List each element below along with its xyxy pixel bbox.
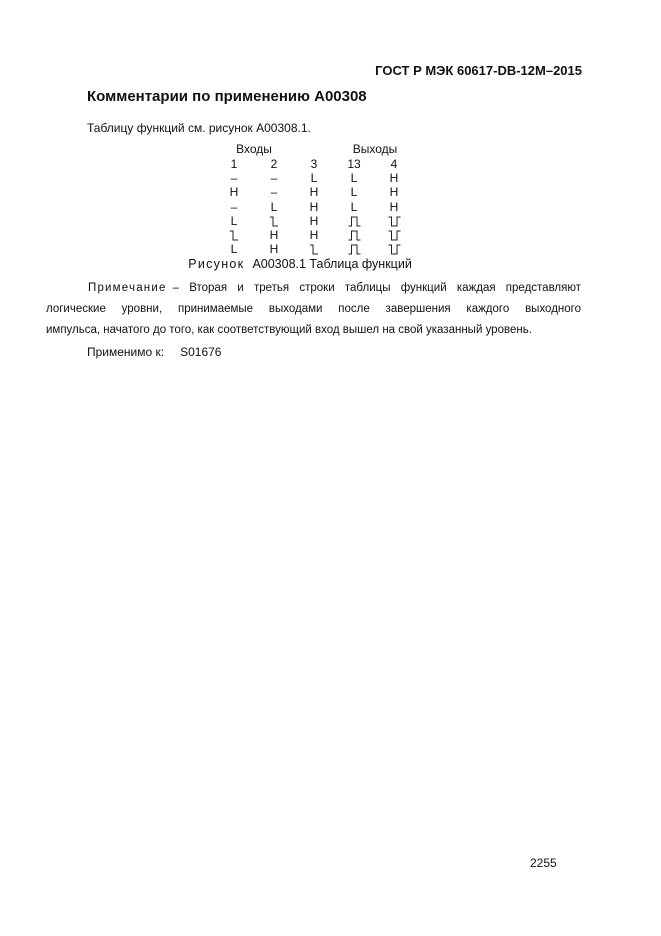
table-cell: H: [269, 228, 279, 242]
intro-text: Таблицу функций см. рисунок A00308.1.: [87, 121, 311, 135]
table-cell: H: [269, 242, 279, 256]
note-line-1: [46, 278, 581, 299]
table-cell: H: [309, 200, 319, 214]
table-cell: L: [310, 171, 318, 185]
applies-to: [87, 345, 221, 359]
table-cell: H: [389, 200, 399, 214]
applies-to-value: S01676: [180, 345, 222, 359]
caption-text: A00308.1 Таблица функций: [252, 257, 412, 271]
applies-to-label: Применимо к:: [87, 345, 165, 359]
positive-pulse-icon: [339, 244, 369, 255]
column-header: 4: [390, 157, 398, 171]
table-cell: H: [309, 214, 319, 228]
outputs-group-label: Выходы: [352, 142, 398, 156]
note-line-3: импульса, начатого до того, как соответствующий вход вышел на свой указанный уровень.: [46, 324, 532, 336]
table-cell: H: [309, 228, 319, 242]
table-cell: L: [350, 185, 358, 199]
caption-label: Рисунок: [188, 257, 245, 271]
table-cell: H: [389, 171, 399, 185]
table-cell: H: [309, 185, 319, 199]
section-title: Комментарии по применению A00308: [87, 88, 367, 105]
note-line-2: логические уровни, принимаемые выходами после завершения каждого выходного: [46, 303, 581, 315]
table-cell: L: [230, 214, 238, 228]
table-cell: –: [270, 171, 278, 185]
negative-pulse-icon: [379, 230, 409, 241]
table-cell: –: [270, 185, 278, 199]
table-cell: –: [230, 200, 238, 214]
falling-edge-icon: [299, 244, 329, 255]
negative-pulse-icon: [379, 244, 409, 255]
note-label: Примечание: [88, 282, 167, 294]
table-cell: L: [350, 171, 358, 185]
table-cell: L: [270, 200, 278, 214]
column-header: 3: [310, 157, 318, 171]
column-header: 1: [230, 157, 238, 171]
negative-pulse-icon: [379, 216, 409, 227]
note: [46, 278, 581, 341]
page-number: 2255: [530, 856, 557, 870]
falling-edge-icon: [259, 216, 289, 227]
note-line-1-text: – Вторая и третья строки таблицы функций каждая представляют: [172, 282, 581, 294]
table-cell: H: [229, 185, 239, 199]
positive-pulse-icon: [339, 230, 369, 241]
inputs-group-label: Входы: [236, 142, 272, 156]
positive-pulse-icon: [339, 216, 369, 227]
table-cell: L: [350, 200, 358, 214]
column-header: 2: [270, 157, 278, 171]
table-cell: L: [230, 242, 238, 256]
falling-edge-icon: [219, 230, 249, 241]
document-header: ГОСТ Р МЭК 60617-DB-12M–2015: [375, 63, 582, 78]
column-header: 13: [347, 157, 361, 171]
figure-caption: [0, 257, 600, 271]
table-cell: –: [230, 171, 238, 185]
table-cell: H: [389, 185, 399, 199]
